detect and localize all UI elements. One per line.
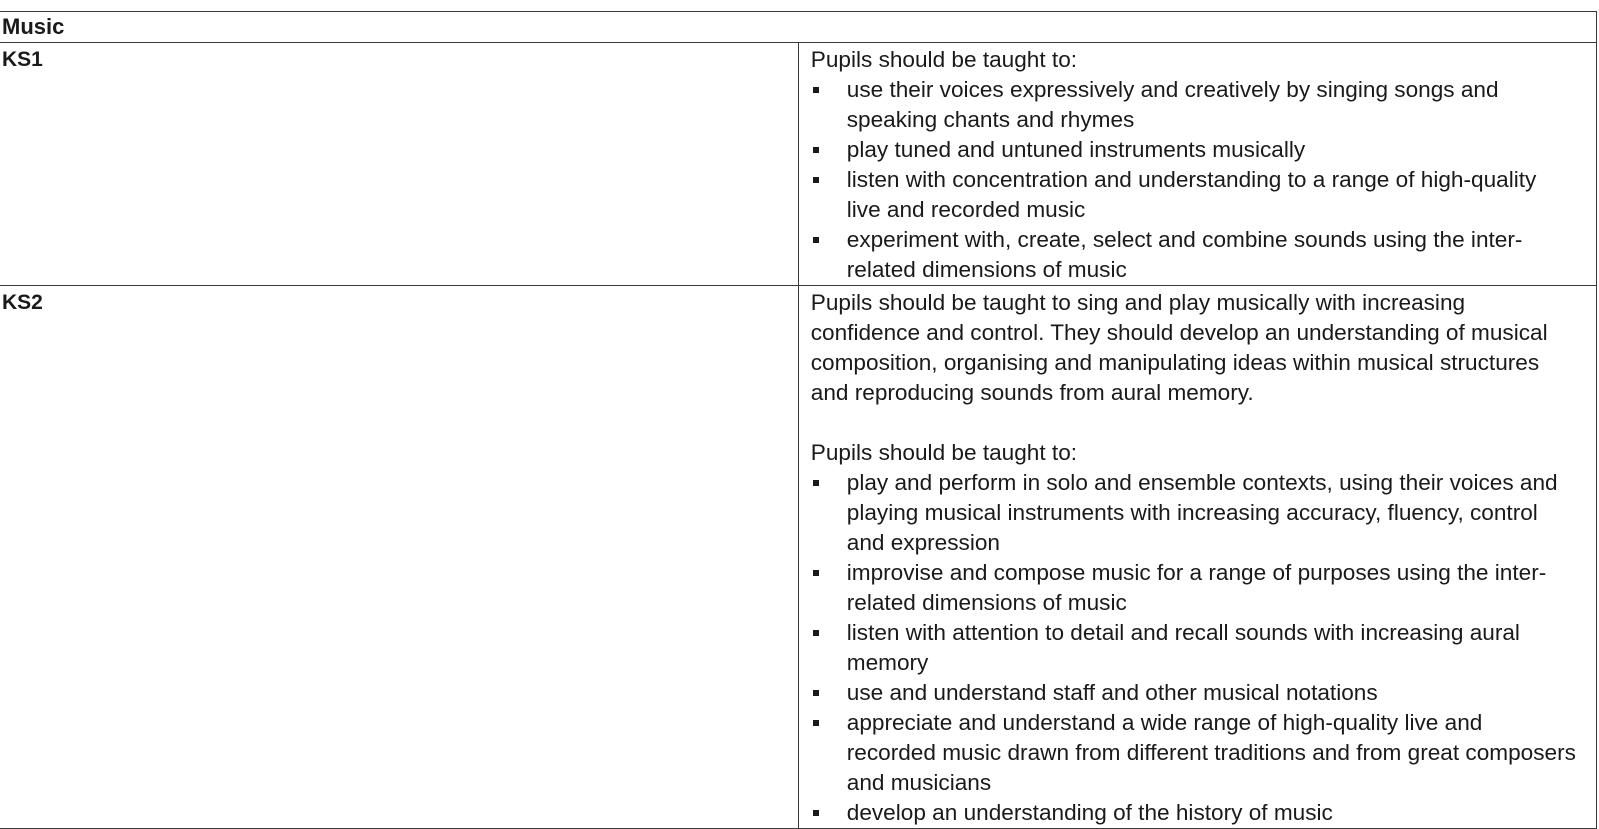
square-bullet-icon <box>813 570 819 576</box>
square-bullet-icon <box>813 87 819 93</box>
square-bullet-icon <box>813 720 819 726</box>
intro-text: Pupils should be taught to: <box>810 440 1078 465</box>
list-item-text: play tuned and untuned instruments musically <box>846 137 1306 162</box>
list-item-text: experiment with, create, select and combine sounds using the inter-related dimensions of music <box>846 227 1523 282</box>
intro-text: Pupils should be taught to: <box>810 47 1078 72</box>
list-item <box>811 135 1576 165</box>
list-item <box>811 708 1576 798</box>
list-item <box>811 618 1576 678</box>
square-bullet-icon <box>813 810 819 816</box>
subject-title: Music <box>0 12 1597 43</box>
list-item-text: develop an understanding of the history of music <box>846 800 1333 825</box>
square-bullet-icon <box>813 177 819 183</box>
square-bullet-icon <box>813 237 819 243</box>
square-bullet-icon <box>813 690 819 696</box>
list-item <box>811 558 1576 618</box>
paragraph-spacer <box>811 408 1576 438</box>
stage-row-ks2 <box>0 286 1597 829</box>
subject-row <box>0 12 1597 43</box>
list-item <box>811 468 1576 558</box>
square-bullet-icon <box>813 147 819 153</box>
stage-row-ks1 <box>0 43 1597 286</box>
bullet-list <box>811 75 1576 285</box>
list-item-text: appreciate and understand a wide range of high-quality live and recorded music drawn from different traditions and from great composers and musicians <box>846 710 1576 795</box>
summary-paragraph: Pupils should be taught to sing and play musically with increasing confidence and control. They should develop an understanding of musical composition, organising and manipulating ideas within musical structures and reproducing sounds from aural memory. <box>810 290 1548 405</box>
list-item-text: use their voices expressively and creatively by singing songs and speaking chants and rhymes <box>846 77 1499 132</box>
bullet-list <box>811 468 1576 828</box>
square-bullet-icon <box>813 480 819 486</box>
stage-content <box>798 286 1596 829</box>
list-item-text: listen with concentration and understanding to a range of high-quality live and recorded music <box>846 167 1537 222</box>
list-item-text: play and perform in solo and ensemble contexts, using their voices and playing musical instruments with increasing accuracy, fluency, control and expression <box>846 470 1558 555</box>
list-item-text: use and understand staff and other musical notations <box>846 680 1378 705</box>
curriculum-table <box>0 11 1597 829</box>
list-item <box>811 798 1576 828</box>
list-item-text: improvise and compose music for a range of purposes using the inter-related dimensions of music <box>846 560 1547 615</box>
curriculum-page <box>0 11 1597 825</box>
list-item <box>811 225 1576 285</box>
stage-label: KS1 <box>0 43 798 286</box>
list-item <box>811 678 1576 708</box>
stage-content <box>798 43 1596 286</box>
square-bullet-icon <box>813 630 819 636</box>
list-item <box>811 165 1576 225</box>
list-item <box>811 75 1576 135</box>
stage-label: KS2 <box>0 286 798 829</box>
list-item-text: listen with attention to detail and recall sounds with increasing aural memory <box>846 620 1520 675</box>
